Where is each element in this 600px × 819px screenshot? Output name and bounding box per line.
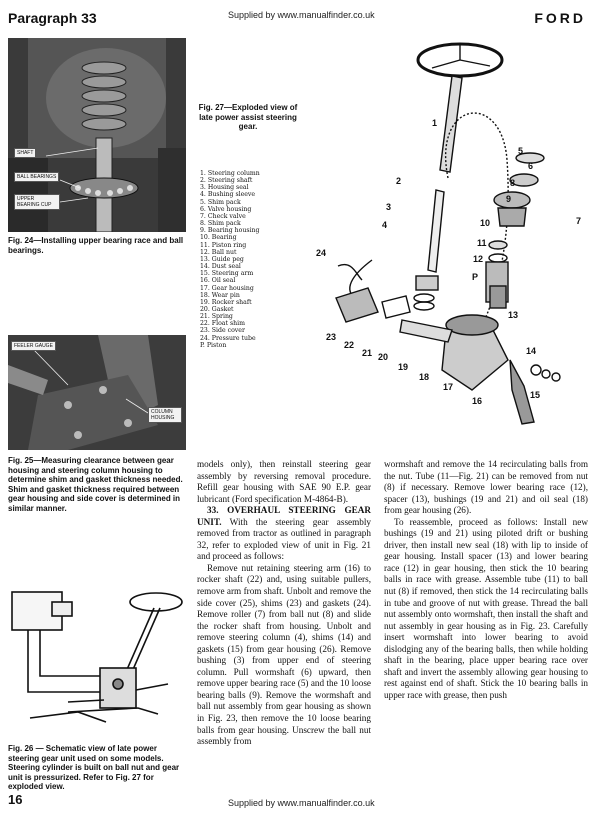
fig27-callout-19: 19	[398, 362, 409, 372]
fig24-caption: Fig. 24—Installing upper bearing race and ball bearings.	[8, 236, 184, 255]
paragraph: wormshaft and remove the 14 recirculating balls from the nut. Tube (11—Fig. 21) can be removed from nut (8) if necessary. Remove lower bearing race (12), spacer (13), bushings (19 and 21) and oil seal (18) from gear housing (26).	[384, 459, 588, 516]
fig25-label-feeler-gauge: FEELER GAUGE	[11, 341, 56, 351]
brand-heading: FORD	[534, 10, 586, 26]
parts-list-item: 24. Pressure tube	[200, 334, 256, 342]
fig26-caption: Fig. 26 — Schematic view of late power steering gear unit used on some models. Steering cylinder is built on ball nut and gear unit is pressurized. Refer to Fig. 27 for exploded view.	[8, 744, 180, 791]
fig27-callout-22: 22	[344, 340, 355, 350]
supplied-by-bottom: Supplied by www.manualfinder.co.uk	[228, 798, 375, 808]
fig27-callout-8: 8	[510, 178, 516, 188]
paragraph: Remove nut retaining steering arm (16) to rocker shaft (22) and, using suitable pullers, remove arm from shaft. Unbolt and remove the side cover (25), shims (23) and gaskets (24). Remove roller (7) from ball nut (8) and slide the rocker shaft from housing. Unbolt and remove steering column (4), shims (14) and gaskets (15) from gear housing (26). Remove bushing (3) from upper end of steering column. Pull wormshaft (6) upward, then remove upper bearing race (5) and the 10 loose bearing balls (9). Remove the wormshaft and ball nut assembly from gear housing as shown in Fig. 23, then remove the 10 loose bearing balls from gear housing. Unscrew the ball nut assembly from	[197, 562, 371, 747]
fig26-illustration	[8, 572, 188, 740]
fig27-callout-24: 24	[316, 248, 327, 258]
paragraph-text: With the steering gear assembly removed from tractor as outlined in paragraph 32, refer to exploded view of unit in Fig. 21 and proceed as follows:	[197, 516, 371, 562]
parts-list-item: P. Piston	[200, 341, 227, 349]
parts-list-item: 22. Float shim	[200, 320, 245, 328]
fig27-callout-11: 11	[477, 238, 487, 248]
paragraph-heading: Paragraph 33	[8, 10, 97, 26]
parts-list-item: 3. Housing seal	[200, 184, 249, 192]
fig27-callout-3: 3	[386, 202, 392, 212]
parts-list-item: 12. Ball nut	[200, 248, 237, 256]
fig25-caption: Fig. 25—Measuring clearance between gear housing and steering column housing to determine shim and gasket thickness needed. Shim and gasket thickness required between gear housing and side cover is determined in similar manner.	[8, 456, 183, 513]
parts-list-item: 7. Check valve	[200, 212, 246, 220]
fig27-callout-23: 23	[326, 332, 337, 342]
paragraph: models only), then reinstall steering gear assembly by reversing removal procedure. Refill gear housing with SAE 90 E.P. gear lubricant (Ford specification M-4864-B).	[197, 459, 371, 504]
fig26-schematic	[8, 572, 188, 740]
parts-list-item: 4. Bushing sleeve	[200, 191, 256, 199]
fig24-label-shaft: SHAFT	[14, 148, 36, 158]
section-heading-33: 33. OVERHAUL STEERING GEAR UNIT.	[197, 505, 371, 527]
parts-list-item: 16. Oil seal	[200, 277, 236, 285]
page-number: 16	[8, 792, 23, 807]
fig27-callout-9: 9	[506, 194, 512, 204]
parts-list-item: 13. Guide peg	[200, 255, 244, 263]
fig27-callout-15: 15	[530, 390, 541, 400]
parts-list-item: 18. Wear pin	[200, 291, 240, 299]
fig27-callout-7: 7	[576, 216, 582, 226]
fig27-callout-2: 2	[396, 176, 402, 186]
parts-list-item: 5. Shim pack	[200, 198, 241, 206]
fig25-label-column-housing: COLUMN HOUSING	[148, 407, 182, 423]
parts-list-item: 15. Steering arm	[200, 270, 254, 278]
fig24-label-ball-bearings: BALL BEARINGS	[14, 172, 59, 182]
parts-list-item: 17. Gear housing	[200, 284, 254, 292]
fig27-parts-list	[200, 170, 310, 349]
paragraph-33	[197, 505, 371, 563]
text-column-2	[384, 459, 588, 701]
supplied-by-top: Supplied by www.manualfinder.co.uk	[228, 10, 375, 20]
fig27-callout-6: 6	[528, 161, 534, 171]
fig24-photo	[8, 38, 186, 232]
parts-list-item: 19. Rocker shaft	[200, 298, 252, 306]
fig27-callout-p: P	[472, 272, 479, 282]
parts-list-item: 21. Spring	[200, 313, 233, 321]
parts-list-item: 11. Piston ring	[200, 241, 247, 249]
fig27-callout-4: 4	[382, 220, 388, 230]
fig27-callout-14: 14	[526, 346, 537, 356]
fig27-callout-12: 12	[473, 254, 484, 264]
fig25-photo	[8, 335, 186, 450]
fig25-illustration	[8, 335, 186, 450]
text-column-1	[197, 459, 371, 748]
fig27-callout-18: 18	[419, 372, 430, 382]
parts-list-item: 23. Side cover	[200, 327, 245, 335]
fig27-caption: Fig. 27—Exploded view of late power assist steering gear.	[198, 103, 298, 131]
parts-list-item: 9. Bearing housing	[200, 227, 260, 235]
paragraph: To reassemble, proceed as follows: Install new bushings (19 and 21) using piloted drift or bushing driver, then install new seal (18) with lip to inside of gear housing. Install spacer (13) and lower bearing race (12) in gear housing, then stick the 10 bearing balls in race with grease. Assemble tube (11) to ball nut (8) if removed, then stick the 14 recirculating balls in tube and groove of nut with grease. Thread the ball nut assembly onto wormshaft, then install the shaft and nut assembly in gear housing as in Fig. 23. Carefully insert wormshaft into lower bearing to avoid dislodging any of the bearing balls, then while holding shaft in the bearing, place upper bearing race over shaft and invert the assembly allowing gear housing to rest against end of shaft. Stick the 10 bearing balls in upper race with grease, then push	[384, 516, 588, 700]
parts-list-item: 14. Dust seal	[200, 263, 241, 271]
fig27-callout-10: 10	[480, 218, 491, 228]
fig27-exploded-view	[312, 30, 594, 450]
fig24-label-upper-bearing-cup: UPPER BEARING CUP	[14, 194, 60, 210]
parts-list-item: 1. Steering column	[200, 170, 260, 177]
fig27-callout-5: 5	[518, 146, 524, 156]
parts-list-item: 20. Gasket	[200, 305, 234, 313]
fig27-callout-16: 16	[472, 396, 483, 406]
parts-list-item: 10. Bearing	[200, 234, 237, 242]
parts-list-item: 6. Valve housing	[200, 205, 252, 213]
fig27-callout-1: 1	[432, 118, 438, 128]
fig27-callout-13: 13	[508, 310, 519, 320]
fig27-callout-17: 17	[443, 382, 454, 392]
fig27-callout-20: 20	[378, 352, 389, 362]
fig27-callout-21: 21	[362, 348, 373, 358]
parts-list-item: 2. Steering shaft	[200, 177, 253, 185]
parts-list-item: 8. Shim pack	[200, 220, 241, 228]
